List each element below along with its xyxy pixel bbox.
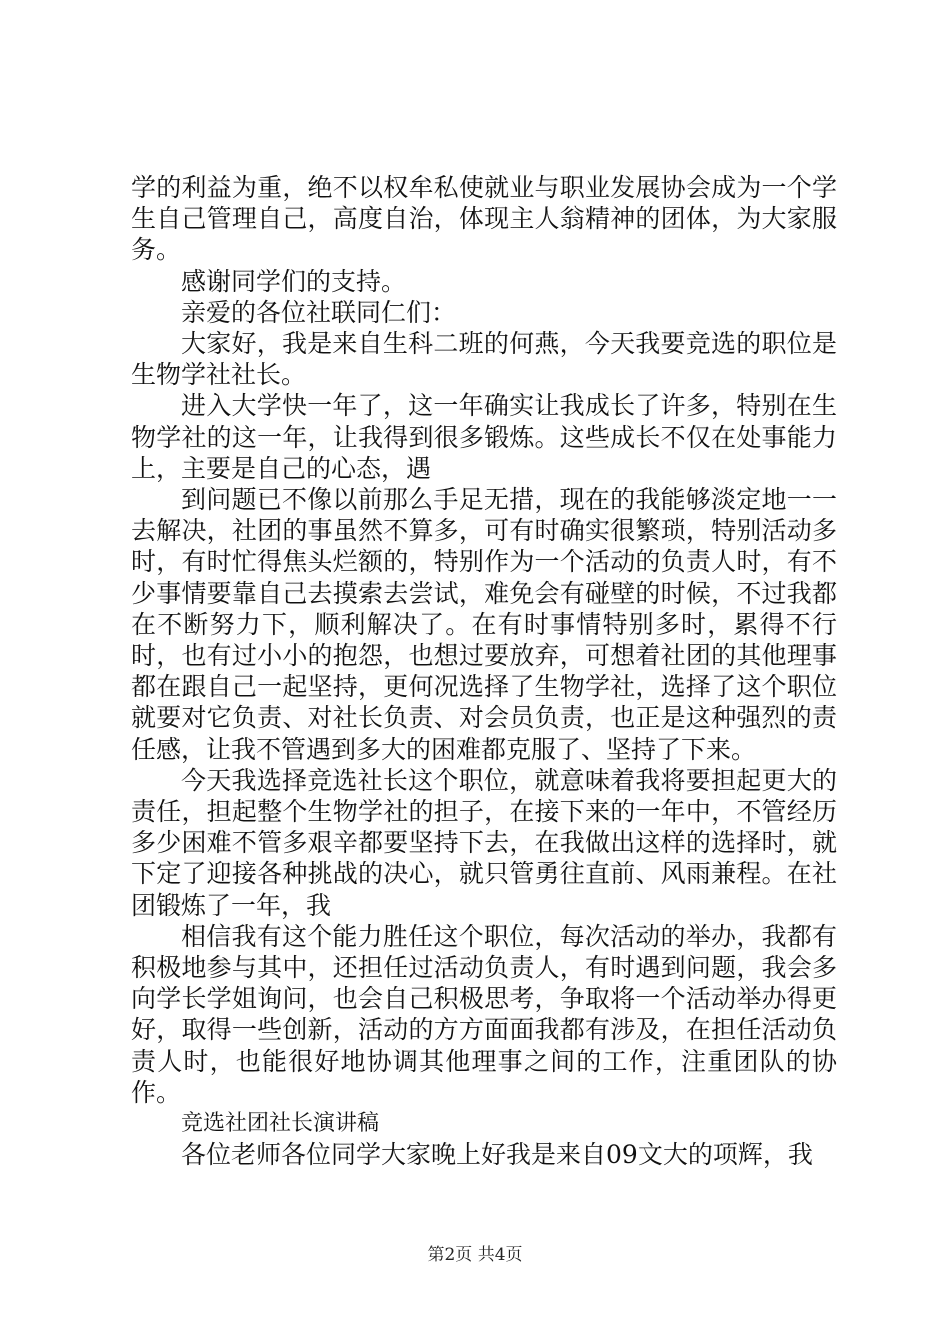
paragraph-commitment: 今天我选择竞选社长这个职位，就意味着我将要担起更大的责任，担起整个生物学社的担子，在接下来的一年中，不管经历多少困难不管多艰辛都要坚持下去，在我做出这样的选择时，就下定了迎接各种挑战的决心，就只管勇往直前、风雨兼程。在社团锻炼了一年，我 bbox=[131, 765, 837, 920]
paragraph-experience: 到问题已不像以前那么手足无措，现在的我能够淡定地一一去解决，社团的事虽然不算多，可有时确实很繁琐，特别活动多时，有时忙得焦头烂额的，特别作为一个活动的负责人时，有不少事情要靠自己去摸索去尝试，难免会有碰壁的时候，不过我都在不断努力下，顺利解决了。在有时事情特别多时，累得不行时，也有过小小的抱怨，也想过要放弃，可想着社团的其他理事都在跟自己一起坚持，更何况选择了生物学社，选择了这个职位就要对它负责、对社长负责、对会员负责，也正是这种强烈的责任感，让我不管遇到多大的困难都克服了、坚持了下来。 bbox=[131, 485, 837, 764]
page-number-footer: 第2页 共4页 bbox=[427, 1245, 523, 1265]
paragraph-thanks: 感谢同学们的支持。 bbox=[181, 266, 407, 296]
paragraph-salutation: 亲爱的各位社联同仁们： bbox=[181, 297, 457, 327]
paragraph-continuation: 学的利益为重，绝不以权牟私使就业与职业发展协会成为一个学生自己管理自己，高度自治，体现主人翁精神的团体，为大家服务。 bbox=[131, 173, 837, 265]
paragraph-second-speech-opening: 各位老师各位同学大家晚上好我是来自09文大的项辉，我 bbox=[181, 1140, 813, 1170]
paragraph-introduction: 大家好，我是来自生科二班的何燕，今天我要竞选的职位是生物学社社长。 bbox=[131, 329, 837, 390]
paragraph-growth: 进入大学快一年了，这一年确实让我成长了许多，特别在生物学社的这一年，让我得到很多锻炼。这些成长不仅在处事能力上，主要是自己的心态，遇 bbox=[131, 391, 837, 483]
paragraph-ability: 相信我有这个能力胜任这个职位，每次活动的举办，我都有积极地参与其中，还担任过活动负责人，有时遇到问题，我会多向学长学姐询问，也会自己积极思考，争取将一个活动举办得更好，取得一些创新，活动的方方面面我都有涉及，在担任活动负责人时，也能很好地协调其他理事之间的工作，注重团队的协作。 bbox=[131, 921, 837, 1107]
section-heading: 竞选社团社长演讲稿 bbox=[181, 1111, 380, 1137]
document-body bbox=[131, 172, 837, 1171]
